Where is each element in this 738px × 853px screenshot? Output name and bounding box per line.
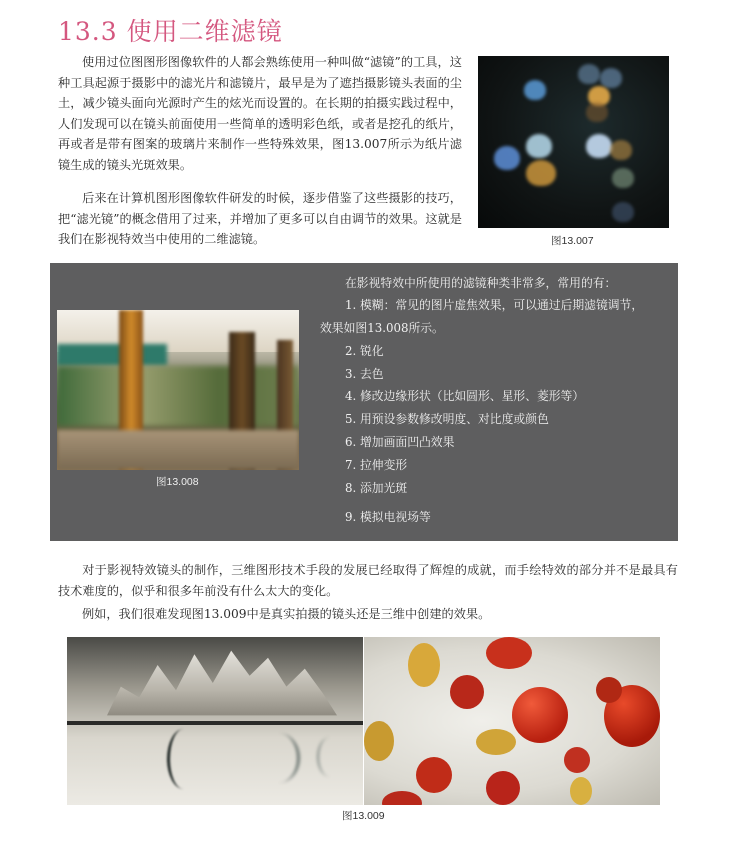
body-paragraph-3: 对于影视特效镜头的制作，三维图形技术手段的发展已经取得了辉煌的成就，而手绘特效的部分并不是最具有技术难度的，似乎和很多年前没有什么太大的变化。 [58,563,678,598]
ink-plume [167,729,200,789]
figure-13-007-caption: 图13.007 [551,235,594,247]
tomato [596,677,622,703]
ink-plume [317,737,343,777]
bokeh-heart [610,140,632,160]
filter-item-9: 9. 模拟电视场等 [345,510,431,524]
tomato [486,771,520,805]
yellow-pear-tomato [570,777,592,805]
yellow-pear-tomato [364,721,394,761]
bokeh-heart [586,134,612,158]
tomato [416,757,452,793]
figure-13-007-image [478,56,669,228]
bokeh-heart [494,146,520,170]
crystal-cluster [107,647,337,719]
tomato [450,675,484,709]
yellow-pear-tomato [408,643,440,687]
intro-paragraph-2: 后来在计算机图形图像软件研发的时候，逐步借鉴了这些摄影的技巧，把“滤光镜”的概念借用了过来，并增加了更多可以自由调节的效果。这就是我们在影视特效当中使用的二维滤镜。 [58,191,462,246]
filter-item-6: 6. 增加画面凹凸效果 [345,435,455,449]
figure-13-009-left-image [67,637,363,805]
bokeh-heart [612,168,634,188]
bokeh-heart [612,202,634,222]
intro-paragraph-1: 使用过位图图形图像软件的人都会熟练使用一种叫做“滤镜”的工具，这种工具起源于摄影中的滤光片和滤镜片，最早是为了遮挡摄影镜头表面的尘土，减少镜头面向光源时产生的炫光而设置的。在长期的拍摄实践过程中，人们发现可以在镜头前面使用一些简单的透明彩色纸，或者是挖孔的纸片，再或者是带有图案的玻璃片来制作一些特殊效果，图13.007所示为纸片滤镜生成的镜头光斑效果。 [58,55,462,172]
figure-13-009-right-image [364,637,660,805]
bokeh-heart [526,134,552,158]
figure-13-008-image [57,310,299,470]
tomato [564,747,590,773]
body-paragraph-4: 例如，我们很难发现图13.009中是真实拍摄的镜头还是三维中创建的效果。 [82,607,491,621]
filter-item-8: 8. 添加光斑 [345,481,408,495]
section-title: 13.3 使用二维滤镜 [58,17,283,46]
tomato [382,791,422,805]
bokeh-heart [578,64,600,84]
filter-item-1-line-1: 1. 模糊：常见的图片虚焦效果，可以通过后期滤镜调节， [345,298,644,312]
ink-plume [257,733,300,783]
filter-item-2: 2. 锐化 [345,344,384,358]
filter-item-1-line-2: 效果如图13.008所示。 [320,321,444,335]
tomato [486,637,532,669]
panel-intro: 在影视特效中所使用的滤镜种类非常多，常用的有： [345,276,617,290]
floor [57,430,299,470]
blurred-foliage [57,366,299,426]
filter-item-4: 4. 修改边缘形状（比如圆形、星形、菱形等） [345,389,585,403]
figure-13-009-caption: 图13.009 [342,810,385,822]
bokeh-heart [526,160,556,186]
filter-item-7: 7. 拉伸变形 [345,458,408,472]
tomato [512,687,568,743]
water-line [67,721,363,725]
figure-13-008-caption: 图13.008 [156,476,199,488]
bokeh-heart [600,68,622,88]
filter-item-3: 3. 去色 [345,367,384,381]
teal-awning [57,344,167,366]
bokeh-heart [586,102,608,122]
yellow-pear-tomato [476,729,516,755]
bokeh-heart [524,80,546,100]
filter-item-5: 5. 用预设参数修改明度、对比度或颜色 [345,412,549,426]
